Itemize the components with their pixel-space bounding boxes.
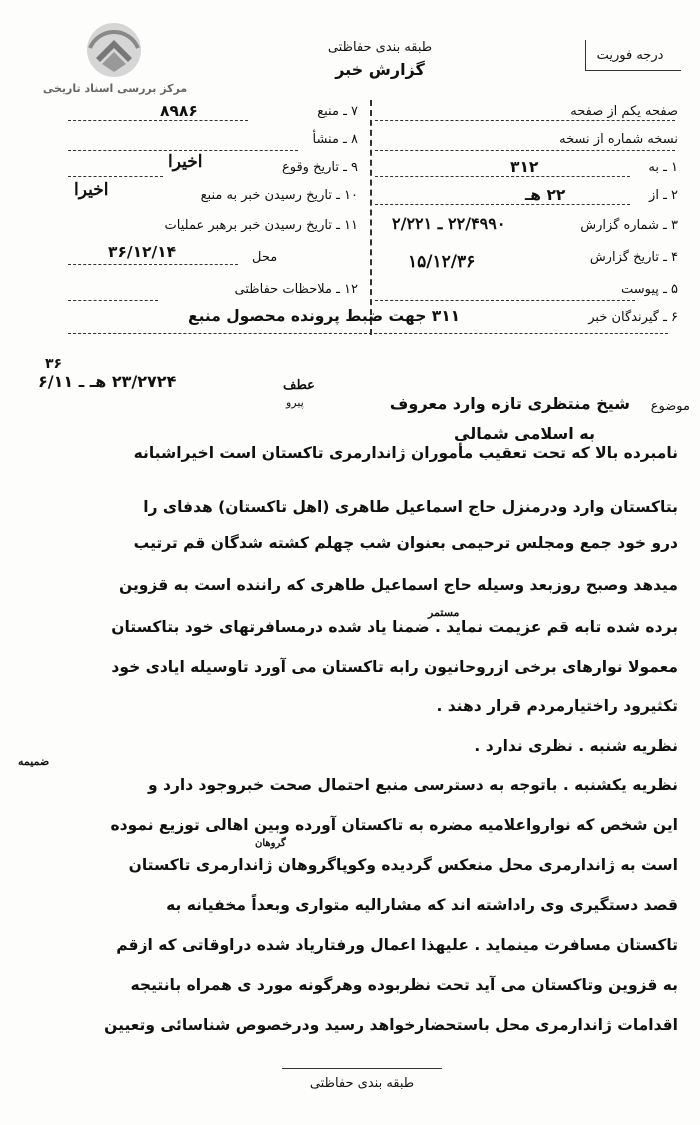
margin-note-3: گروهان [255,838,286,849]
divider [375,120,675,121]
reference-number: ۲۳/۲۷۲۴ هـ ـ ۶/۱۱ [38,372,177,391]
divider [375,204,630,205]
page-line: صفحه یکم از صفحه [570,104,678,119]
body-p3-line: به قزوین وتاکستان می آید تحت نظربوده وهرگونه مورد ی همراه بانتیجه [130,976,678,994]
divider [68,300,158,301]
divider [375,300,635,301]
priority-box-bottom [585,70,681,71]
field-6-value: ۳۱۱ جهت ضبط پرونده محصول منبع [188,307,461,325]
field-1-label: ۱ ـ به [648,160,678,175]
body-p3-line: اقدامات ژاندارمری محل باستحضارخواهد رسید ودرخصوص شناسائی وتعیین [104,1016,678,1034]
margin-note-1: مستمر [428,606,460,619]
form-column-separator [370,100,372,335]
body-p1-line: میدهد وصبح روزبعد وسیله حاج اسماعیل طاهری که راننده است به قزوین [119,576,678,594]
footer-classification: طبقه بندی حفاظتی [309,1076,415,1091]
field-3-label: ۳ ـ شماره گزارش [580,218,678,233]
field-2-value: ۲۲ هـ [525,186,566,204]
priority-label: درجه فوریت [596,48,664,63]
body-p3-line: این شخص که نوارواعلامیه مضره به تاکستان آورده وبین اهالی توزیع نموده [110,816,678,834]
field-2-label: ۲ ـ از [649,188,678,203]
priority-box-left [585,40,586,70]
field-1-value: ۳۱۲ [510,158,539,176]
subject-label: موضوع [650,399,690,414]
field-8-label: ۸ ـ منشأ [312,132,358,147]
divider [68,150,298,151]
field-12-label: ۱۲ ـ ملاحظات حفاظتی [234,282,358,297]
divider [68,333,668,334]
divider [68,176,163,177]
field-4-label: ۴ ـ تاریخ گزارش [589,250,678,265]
field-7-label: ۷ ـ منبع [317,104,358,119]
field-3-value: ۲۲/۴۹۹۰ ـ ۲/۲۲۱ [392,214,506,233]
body-p1-line: معمولا نوارهای برخی ازروحانیون رابه تاکستان می آورد تاوسیله ایادی خود [111,658,678,676]
field-11-value: ۳۶/۱۲/۱۴ [108,243,177,261]
field-11-place: محل [252,250,278,265]
logo-text: مرکز بررسی اسناد تاریخی [42,82,188,95]
reference-note: عطف [283,378,315,393]
report-title: گزارش خبر [335,60,425,79]
body-p1-line: درو خود جمع ومجلس ترحیمی بعنوان شب چهلم کشته شدگان قم ترتیب [133,534,678,552]
field-9-label: ۹ ـ تاریخ وقوع [281,160,358,175]
footer-rule [282,1068,442,1069]
subject-line-2: به اسلامی شمالی [454,424,595,443]
field-10-label: ۱۰ ـ تاریخ رسیدن خبر به منبع [200,188,358,203]
classification-label: طبقه بندی حفاظتی [327,40,433,55]
divider [375,150,675,151]
body-p2: نظریه شنبه . نظری ندارد . [474,737,678,755]
margin-number: ۳۶ [45,356,63,372]
field-5-label: ۵ ـ پیوست [621,282,678,297]
body-p3-line: تاکستان مسافرت مینماید . علیهذا اعمال ورفتاریاد شده دراوقاتی که ازقم [116,936,678,954]
body-p1-line: نامبرده بالا که تحت تعقیب مأموران ژاندارمری تاکستان است اخیراشبانه [133,444,678,462]
divider [68,120,248,121]
field-6-label: ۶ ـ گیرندگان خبر [588,310,678,325]
field-9-value: اخیرا [168,152,203,172]
body-p3-line: قصد دستگیری وی راداشته اند که مشارالیه متواری وبعداً مخفیانه به [166,896,678,914]
body-p3-line: است به ژاندارمری محل منعکس گردیده وکوپاگروهان ژاندارمری تاکستان [128,856,678,874]
field-11-label: ۱۱ ـ تاریخ رسیدن خبر برهبر عملیات [164,218,358,233]
divider [68,264,238,265]
copy-line: نسخه شماره از نسخه [559,132,678,147]
divider [375,176,630,177]
body-p3-line: نظریه یکشنبه . باتوجه به دسترسی منبع احتمال صحت خبروجود دارد و [147,776,678,794]
field-10-value: اخیرا [74,180,109,200]
subject-line-1: شیخ منتظری تازه وارد معروف [389,394,630,413]
margin-note-2: ضمیمه [18,755,50,768]
field-7-value: ۸۹۸۶ [160,102,198,120]
reference-note-2: پیرو [286,396,304,409]
field-4-value: ۱۵/۱۲/۳۶ [408,252,476,272]
archive-logo [40,18,190,100]
body-p1-line: بتاکستان وارد ودرمنزل حاج اسماعیل طاهری (اهل تاکستان) هدفای را [143,498,678,516]
body-p1-line: برده شده تابه قم عزیمت نماید . ضمنا یاد شده درمسافرتهای خود بتاکستان [111,618,678,636]
body-p1-line: تکثیرود راختیارمردم قرار دهند . [436,697,678,715]
